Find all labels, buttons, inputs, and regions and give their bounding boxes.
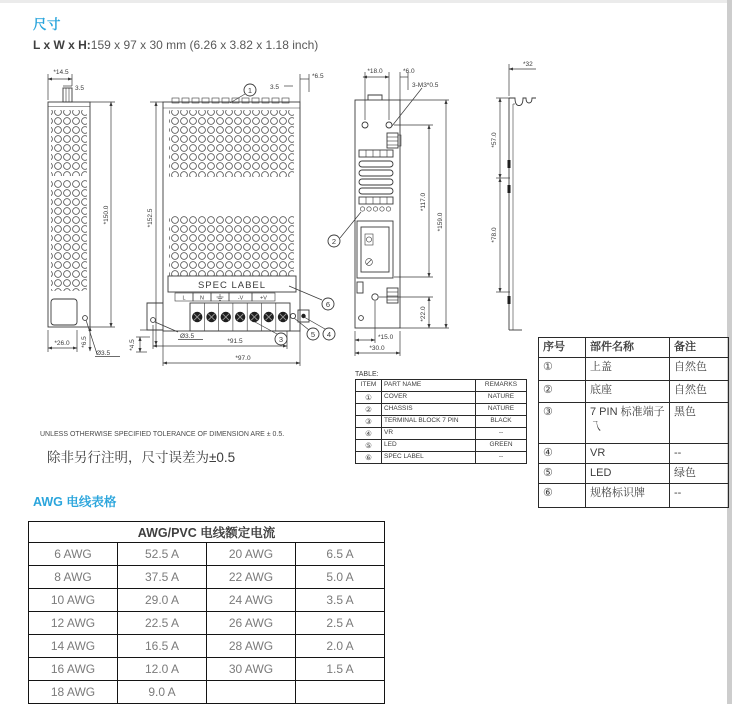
table-row: ④ VR -- <box>356 428 527 440</box>
table-row: ① COVER NATURE <box>356 392 527 404</box>
screw-hole <box>362 122 368 128</box>
perforation-upper <box>51 110 87 176</box>
table-row: ⑥ SPEC LABEL -- <box>356 452 527 464</box>
svg-text:5: 5 <box>310 329 316 339</box>
svg-text:*32: *32 <box>523 61 533 68</box>
table-row: 16 AWG 12.0 A 30 AWG 1.5 A <box>29 658 385 681</box>
table-row: ⑤ LED GREEN <box>356 440 527 452</box>
terminal-label-posv: +V <box>260 295 267 302</box>
ac-inlet <box>357 221 393 278</box>
table-row: 6 AWG 52.5 A 20 AWG 6.5 A <box>29 543 385 566</box>
table-row: ⑥ 规格标识牌 -- <box>539 483 729 507</box>
table-row: ① 上盖 自然色 <box>539 357 729 380</box>
svg-text:*18.0: *18.0 <box>367 68 383 75</box>
svg-text:*152.5: *152.5 <box>147 208 154 228</box>
col-header-item: ITEM <box>356 380 382 392</box>
terminal-label-l: L <box>182 295 186 302</box>
col-header-remarks: 备注 <box>670 338 729 358</box>
view-top <box>129 73 324 366</box>
terminal-label-negv: -V <box>237 295 244 302</box>
svg-text:*6.5: *6.5 <box>312 73 324 80</box>
led-hole <box>290 313 295 318</box>
svg-text:*97.0: *97.0 <box>235 355 251 362</box>
perforation-lower <box>169 216 294 276</box>
col-header-index: 序号 <box>539 338 586 358</box>
svg-text:6: 6 <box>325 299 331 309</box>
tolerance-note-zh: 除非另行注明，尺寸误差为±0.5 <box>47 450 236 465</box>
awg-table <box>28 521 385 704</box>
spec-label-text: SPEC LABEL <box>197 280 267 291</box>
table-header-row <box>356 380 527 392</box>
svg-text:*78.0: *78.0 <box>491 227 498 243</box>
svg-text:Ø3.5: Ø3.5 <box>180 333 195 340</box>
svg-text:2: 2 <box>331 236 337 246</box>
table-row: 18 AWG 9.0 A <box>29 681 385 704</box>
table-row: ② 底座 自然色 <box>539 380 729 402</box>
vent-slots <box>359 150 393 211</box>
svg-text:*14.5: *14.5 <box>53 69 69 76</box>
svg-text:*150.0: *150.0 <box>103 205 110 225</box>
ground-icon <box>217 294 224 300</box>
connector <box>387 288 398 303</box>
perforation-upper <box>169 110 294 177</box>
screw-hole <box>386 122 392 128</box>
terminal-block <box>190 303 290 331</box>
table-row: 12 AWG 22.5 A 26 AWG 2.5 A <box>29 612 385 635</box>
mounting-hole <box>83 316 88 321</box>
terminal-screws <box>192 312 288 322</box>
section-title-dimensions: 尺寸 <box>33 17 61 32</box>
table-row: 10 AWG 29.0 A 24 AWG 3.5 A <box>29 589 385 612</box>
view-profile-partial <box>491 61 536 330</box>
svg-text:4: 4 <box>326 329 332 339</box>
svg-text:*30.0: *30.0 <box>369 345 385 352</box>
parts-table-en <box>355 379 527 464</box>
terminal-labels <box>175 293 275 302</box>
table-header-row <box>539 338 729 358</box>
svg-text:*159.0: *159.0 <box>437 212 444 232</box>
col-header-part-name: PART NAME <box>382 380 476 392</box>
svg-text:*91.5: *91.5 <box>227 338 243 345</box>
svg-text:*6.0: *6.0 <box>403 68 415 75</box>
view-side-right <box>355 68 449 356</box>
view-side-left <box>48 69 120 357</box>
table-row: 14 AWG 16.5 A 28 AWG 2.0 A <box>29 635 385 658</box>
terminal-label-n: N <box>200 295 204 302</box>
mounting-hole <box>151 318 156 323</box>
connector <box>387 133 398 148</box>
table-row: ③ TERMINAL BLOCK 7 PIN BLACK <box>356 416 527 428</box>
awg-table-title: AWG/PVC 电线额定电流 <box>29 522 385 543</box>
svg-text:3: 3 <box>278 334 284 344</box>
svg-text:*15.0: *15.0 <box>378 334 394 341</box>
size-label: L x W x H: <box>33 38 91 52</box>
parts-table-en-caption: TABLE: <box>355 371 379 378</box>
svg-text:1: 1 <box>247 85 253 95</box>
parts-table-en-wrap <box>355 371 527 464</box>
svg-text:*6.5: *6.5 <box>81 336 88 348</box>
table-row: ⑤ LED 绿色 <box>539 463 729 483</box>
table-row: ④ VR -- <box>539 443 729 463</box>
size-value: 159 x 97 x 30 mm (6.26 x 3.82 x 1.18 inch) <box>90 38 319 52</box>
col-header-part-name: 部件名称 <box>586 338 670 358</box>
tolerance-note-en: UNLESS OTHERWISE SPECIFIED TOLERANCE OF DIMENSION ARE ± 0.5. <box>40 431 285 438</box>
parts-table-zh <box>538 337 729 508</box>
svg-text:*57.0: *57.0 <box>491 132 498 148</box>
table-row: ③ 7 PIN 标准端子乁 黑色 <box>539 402 729 443</box>
svg-text:Ø3.5: Ø3.5 <box>96 350 111 357</box>
col-header-remarks: REMARKS <box>476 380 527 392</box>
svg-text:*117.0: *117.0 <box>420 192 427 212</box>
table-row: ② CHASSIS NATURE <box>356 404 527 416</box>
awg-header-row <box>29 522 385 543</box>
svg-text:3.5: 3.5 <box>270 84 280 91</box>
svg-text:*26.0: *26.0 <box>54 340 70 347</box>
svg-text:*22.0: *22.0 <box>420 306 427 322</box>
svg-text:*4.5: *4.5 <box>129 339 136 351</box>
svg-text:3.5: 3.5 <box>75 85 85 92</box>
perforation-lower <box>51 179 87 291</box>
section-title-awg: AWG 电线表格 <box>33 495 117 509</box>
screw-hole <box>372 294 378 300</box>
table-row: 8 AWG 37.5 A 22 AWG 5.0 A <box>29 566 385 589</box>
svg-text:3-M3*0.5: 3-M3*0.5 <box>412 82 439 89</box>
